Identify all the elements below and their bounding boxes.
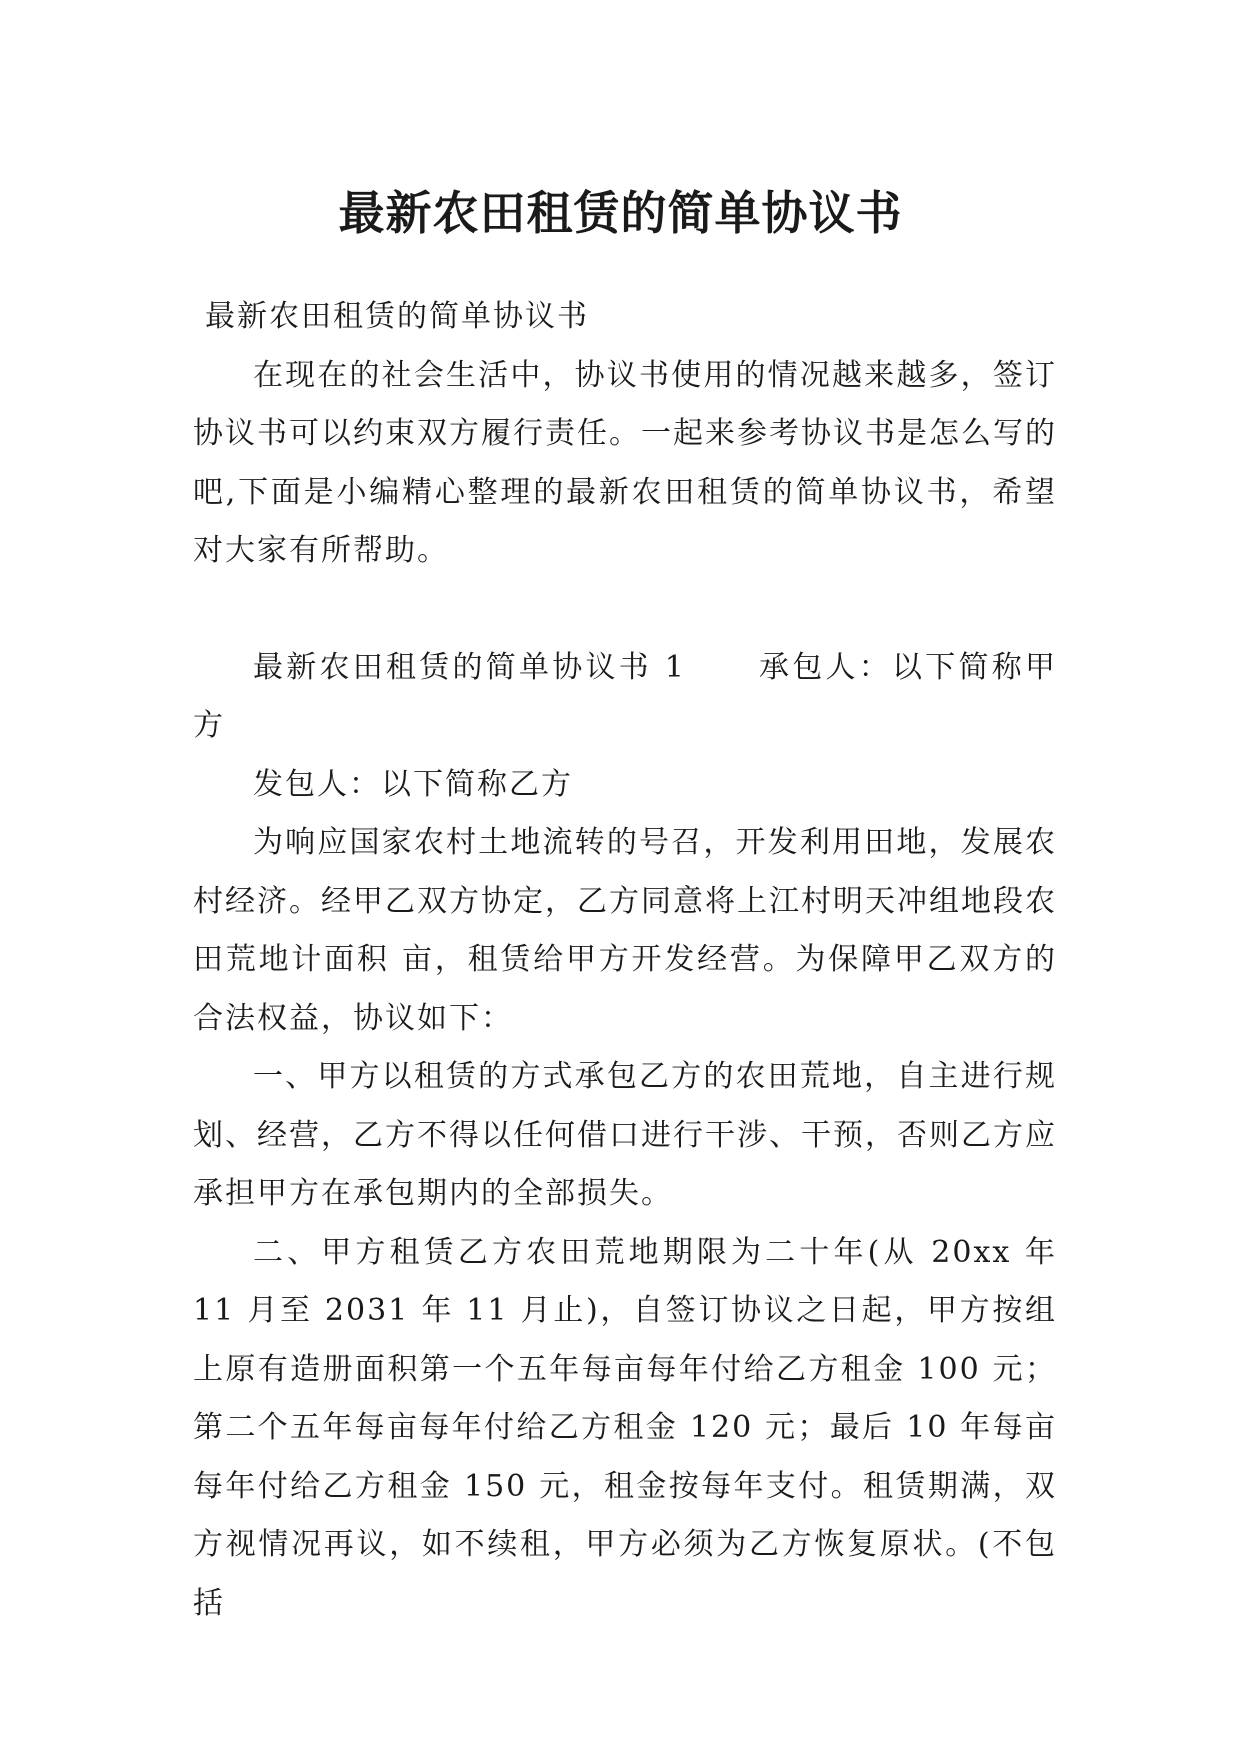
section-heading: 最新农田租赁的简单协议书 1 bbox=[253, 649, 686, 685]
agreement-clause-2: 二、甲方租赁乙方农田荒地期限为二十年(从 20xx 年 11 月至 2031 年 11 月止)，自签订协议之日起，甲方按组上原有造册面积第一个五年每亩每年付给乙方租金 100 元；第二个五年每亩每年付给乙方租金 120 元；最后 10 年每亩每年付给乙方租金 150 元，租金按每年支付。租赁期满，双方视情况再议，如不续租，甲方必须为乙方恢复原状。(不包括 bbox=[193, 1234, 1057, 1621]
paragraph-spacer bbox=[193, 581, 1057, 639]
party-b-line: 发包人：以下简称乙方 bbox=[253, 766, 573, 802]
agreement-paragraph-preamble: 为响应国家农村土地流转的号召，开发利用田地，发展农村经济。经甲乙双方协定，乙方同意将上江村明天冲组地段农田荒地计面积 亩，租赁给甲方开发经营。为保障甲乙双方的合法权益，协议如下： bbox=[193, 825, 1057, 1036]
document-title: 最新农田租赁的简单协议书 bbox=[338, 185, 903, 240]
document-body bbox=[193, 288, 1057, 1633]
section-heading-paragraph bbox=[193, 639, 1057, 756]
agreement-clause-1: 一、甲方以租赁的方式承包乙方的农田荒地，自主进行规划、经营，乙方不得以任何借口进行干涉、干预，否则乙方应承担甲方在承包期内的全部损失。 bbox=[193, 1059, 1057, 1211]
intro-paragraph: 在现在的社会生活中，协议书使用的情况越来越多，签订协议书可以约束双方履行责任。一起来参考协议书是怎么写的吧,下面是小编精心整理的最新农田租赁的简单协议书，希望对大家有所帮助。 bbox=[193, 357, 1057, 568]
document-subtitle: 最新农田租赁的简单协议书 bbox=[205, 299, 589, 334]
party-a-line: 承包人：以下简称甲方 bbox=[193, 649, 1058, 743]
